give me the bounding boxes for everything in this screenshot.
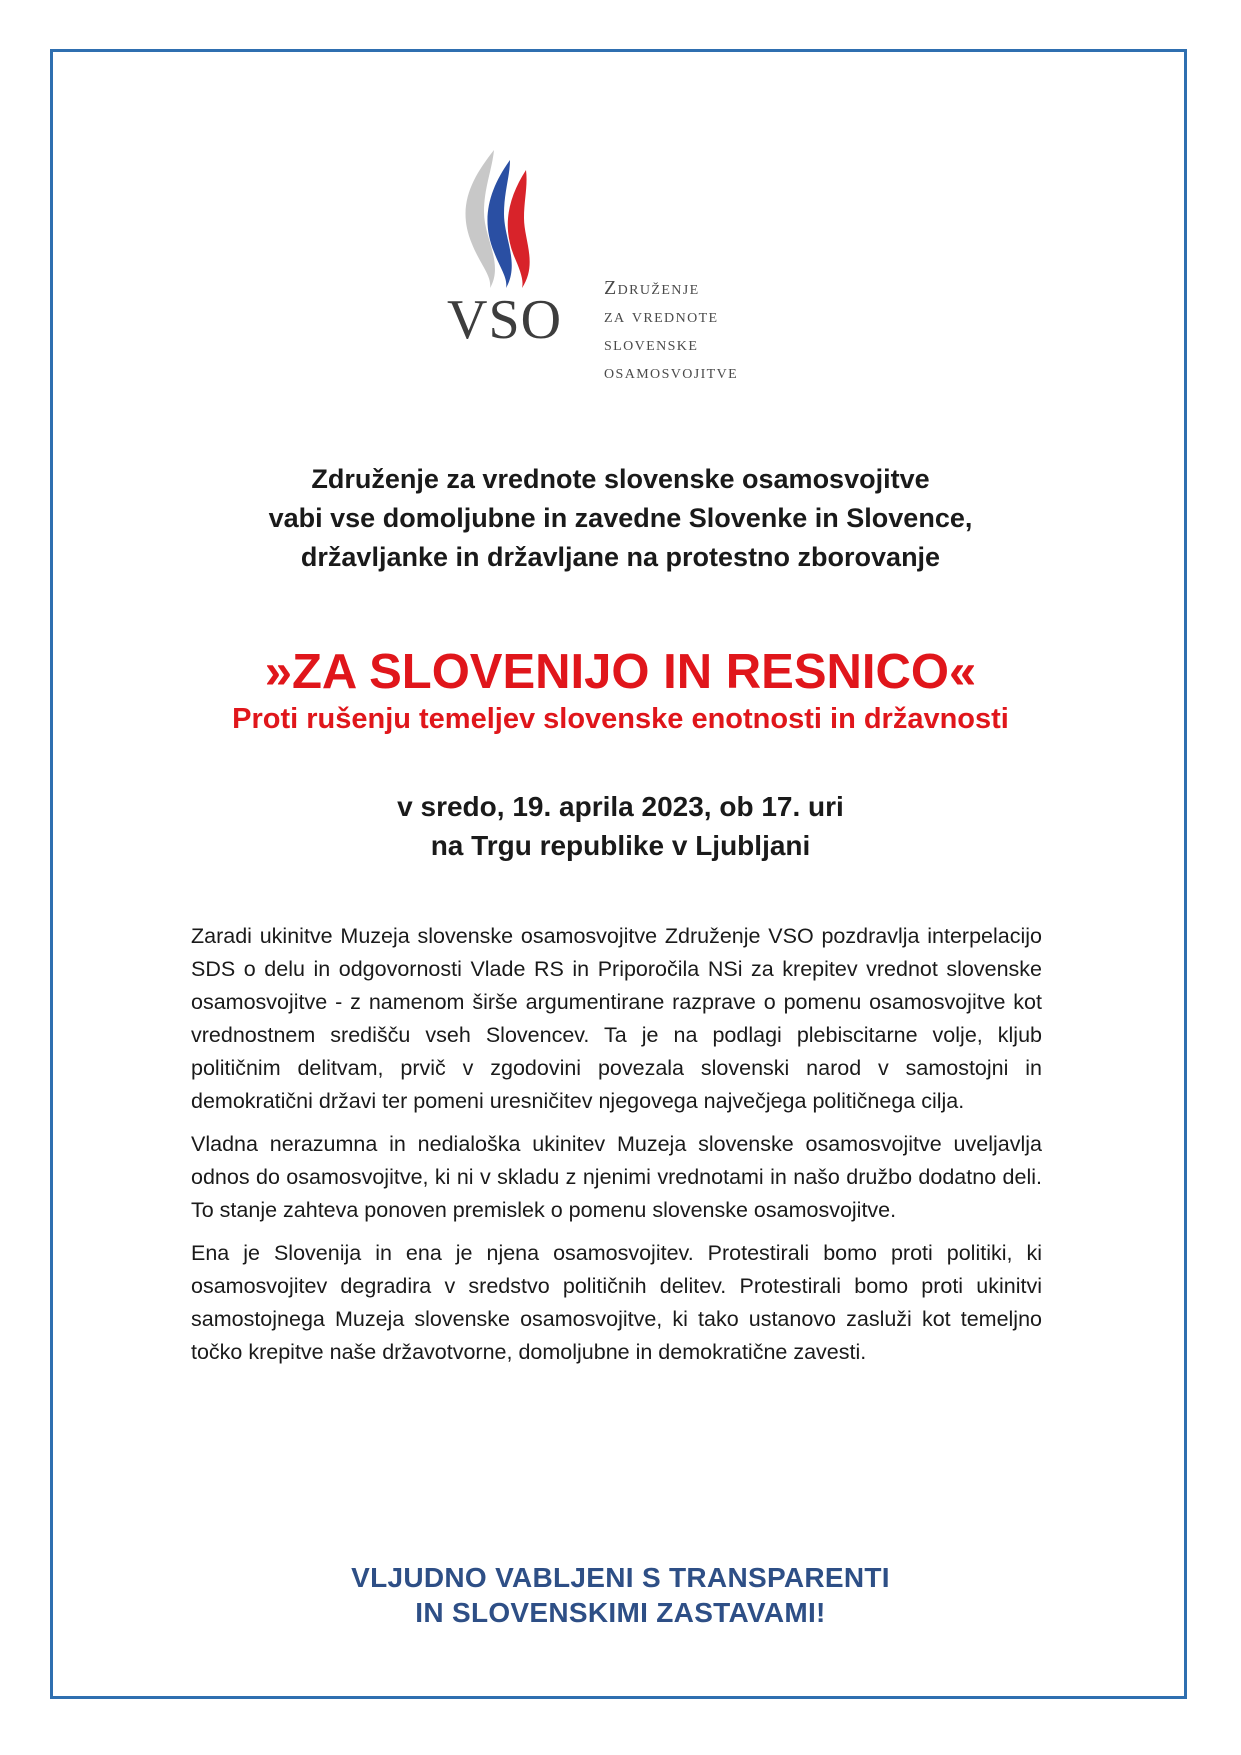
body-paragraph-2: Vladna nerazumna in nedialoška ukinitev Muzeja slovenske osamosvojitve uveljavlja odnos do osamosvojitve, ki ni v skladu z njenimi vrednotami in našo družbo dodatno deli. To stanje zahteva ponoven premislek o pomenu slovenske osamosvojitve. [191,1132,1042,1222]
intro-line-2: vabi vse domoljubne in zavedne Slovenke in Slovence, [268,503,973,533]
intro-line-3: državljanke in državljane na protestno zborovanje [300,542,941,572]
event-details [120,787,1121,865]
org-name-line-4: osamosvojitve [604,361,739,383]
flag-flame-icon [450,148,550,290]
event-location: na Trgu republike v Ljubljani [430,830,811,861]
event-title: »ZA SLOVENIJO IN RESNICO« [264,645,977,699]
org-name-line-2: za vrednote [604,305,719,327]
body-text [191,920,1042,1379]
closing-line-1: VLJUDNO VABLJENI S TRANSPARENTI [351,1562,890,1593]
logo-wordmark: VSO [447,289,563,351]
event-date-time: v sredo, 19. aprila 2023, ob 17. uri [397,791,844,822]
body-paragraph-3: Ena je Slovenija in ena je njena osamosvojitev. Protestirali bomo proti politiki, ki osamosvojitev degradira v sredstvo političnih delitev. Protestirali bomo proti ukinitvi samostojnega Muzeja slovenske osamosvojitve, ki tako ustanovo zasluži kot temeljno točko krepitve naše državotvorne, domoljubne in demokratične zavesti. [191,1241,1042,1364]
closing-invitation [120,1560,1121,1630]
body-paragraph-1: Zaradi ukinitve Muzeja slovenske osamosvojitve Združenje VSO pozdravlja interpelacijo SDS o delu in odgovornosti Vlade RS in Priporočila NSi za krepitev vrednot slovenske osamosvojitve - z namenom širše argumentirane razprave o pomenu osamosvojitve kot vrednostnem središču vseh Slovencev. Ta je na podlagi plebiscitarne volje, kljub političnim delitvam, prvič v zgodovini povezala slovenski narod v samostojni in demokratični državi ter pomeni uresničitev njegovega največjega političnega cilja. [191,924,1042,1113]
invitation-intro [120,460,1121,577]
org-name-line-3: slovenske [604,333,699,355]
event-subtitle: Proti rušenju temeljev slovenske enotnosti in državnosti [232,703,1009,735]
intro-line-1: Združenje za vrednote slovenske osamosvojitve [311,464,930,494]
closing-line-2: IN SLOVENSKIMI ZASTAVAMI! [415,1597,826,1628]
org-name-line-1: Združenje [604,277,700,299]
organization-name [604,274,738,386]
